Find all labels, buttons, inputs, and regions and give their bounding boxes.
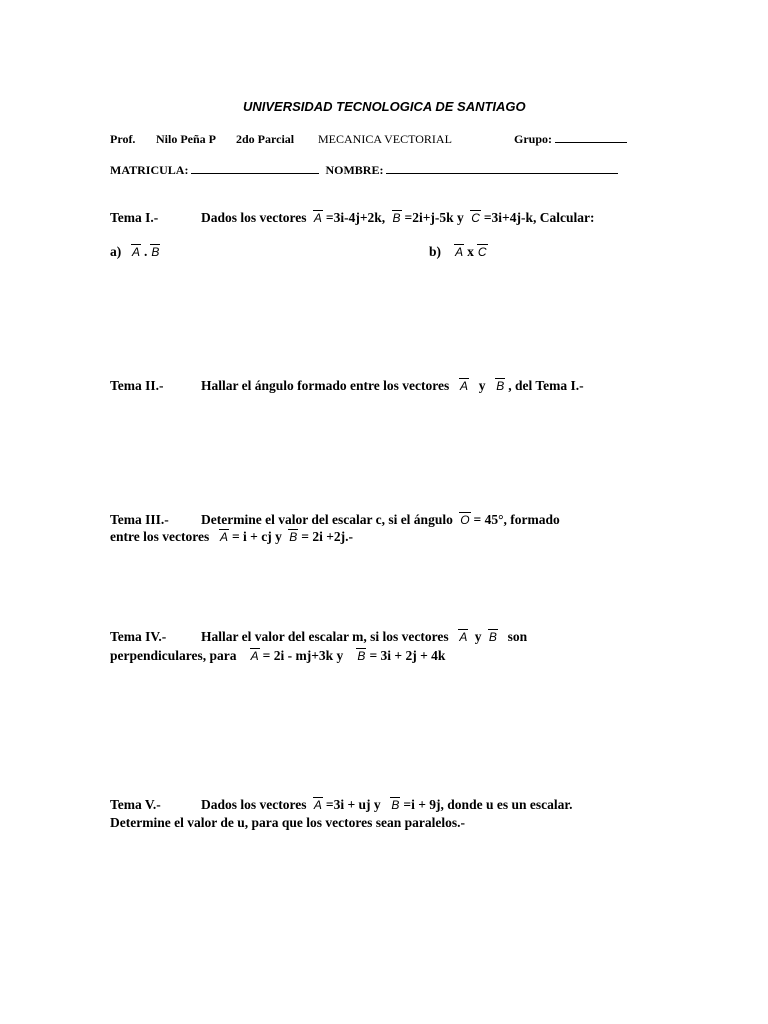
tema4-b-expr: = 3i + 2j + 4k	[369, 648, 446, 663]
vector-b: B	[391, 798, 400, 812]
tema5-a-expr: =3i + uj y	[325, 797, 381, 812]
tema4-a-expr: = 2i - mj+3k y	[262, 648, 344, 663]
tema2-statement	[201, 378, 584, 394]
tema3-statement	[201, 512, 560, 528]
cross-operator: x	[467, 244, 474, 259]
matricula-label: MATRICULA:	[110, 163, 189, 177]
tema5-statement	[201, 797, 572, 813]
tema3-line2	[110, 529, 353, 545]
tema3-angle: = 45°, formado	[473, 512, 560, 527]
vector-a: A	[459, 630, 468, 644]
part-b-label: b)	[429, 244, 442, 259]
tema4-suffix: son	[507, 629, 528, 644]
tema5-label: Tema V.-	[110, 797, 161, 812]
vector-a: A	[459, 379, 468, 393]
tema1-label: Tema I.-	[110, 210, 159, 225]
matricula-blank	[191, 164, 319, 174]
vector-b: B	[488, 630, 497, 644]
tema1-statement	[201, 210, 594, 226]
vector-a: A	[313, 798, 322, 812]
matricula-field	[110, 163, 618, 178]
tema4-statement	[201, 629, 527, 645]
vector-a: A	[219, 530, 228, 544]
tema3-b-expr: = 2i +2j.-	[301, 529, 354, 544]
tema1-b-expr: =2i+j-5k y	[404, 210, 464, 225]
vector-a: A	[313, 211, 322, 225]
tema3-line2-text: entre los vectores	[110, 529, 210, 544]
tema5-text: Dados los vectores	[201, 797, 307, 812]
tema1-intro: Dados los vectores	[201, 210, 307, 225]
vector-b: B	[289, 530, 298, 544]
tema1-part-a	[110, 244, 163, 260]
tema5-line2: Determine el valor de u, para que los vectores sean paralelos.-	[110, 815, 465, 830]
course-name: MECANICA VECTORIAL	[318, 132, 452, 146]
tema4-y: y	[474, 629, 482, 644]
nombre-label: NOMBRE:	[325, 163, 384, 177]
document-title: UNIVERSIDAD TECNOLOGICA DE SANTIAGO	[243, 99, 526, 114]
vector-c: C	[477, 245, 487, 259]
tema1-a-expr: =3i-4j+2k,	[325, 210, 386, 225]
vector-a: A	[455, 245, 464, 259]
tema4-line2	[110, 648, 445, 664]
vector-b: B	[392, 211, 401, 225]
dot-operator: .	[144, 244, 148, 259]
group-blank	[555, 133, 627, 143]
vector-b: B	[496, 379, 505, 393]
tema2-text: Hallar el ángulo formado entre los vectores	[201, 378, 450, 393]
tema5-b-expr: =i + 9j, donde u es un escalar.	[403, 797, 573, 812]
tema3-a-expr: = i + cj y	[231, 529, 282, 544]
theta-symbol: O	[460, 513, 470, 527]
tema4-line2-text: perpendiculares, para	[110, 648, 237, 663]
vector-b: B	[357, 649, 366, 663]
part-a-label: a)	[110, 244, 122, 259]
partial-label: 2do Parcial	[236, 132, 295, 146]
tema4-text: Hallar el valor del escalar m, si los vectores	[201, 629, 449, 644]
group-field	[514, 132, 627, 147]
tema1-part-b	[429, 244, 491, 260]
tema3-text: Determine el valor del escalar c, si el ángulo	[201, 512, 453, 527]
group-label: Grupo:	[514, 132, 553, 146]
vector-b: B	[151, 245, 160, 259]
tema2-y: y	[478, 378, 486, 393]
vector-a: A	[132, 245, 141, 259]
tema2-suffix: , del Tema I.-	[508, 378, 584, 393]
prof-label: Prof.	[110, 132, 136, 146]
prof-name: Nilo Peña P	[156, 132, 216, 146]
tema1-c-expr: =3i+4j-k, Calcular:	[483, 210, 595, 225]
vector-c: C	[471, 211, 480, 225]
nombre-blank	[386, 164, 618, 174]
vector-a: A	[250, 649, 259, 663]
tema4-label: Tema IV.-	[110, 629, 167, 644]
tema2-label: Tema II.-	[110, 378, 164, 393]
tema3-label: Tema III.-	[110, 512, 169, 527]
